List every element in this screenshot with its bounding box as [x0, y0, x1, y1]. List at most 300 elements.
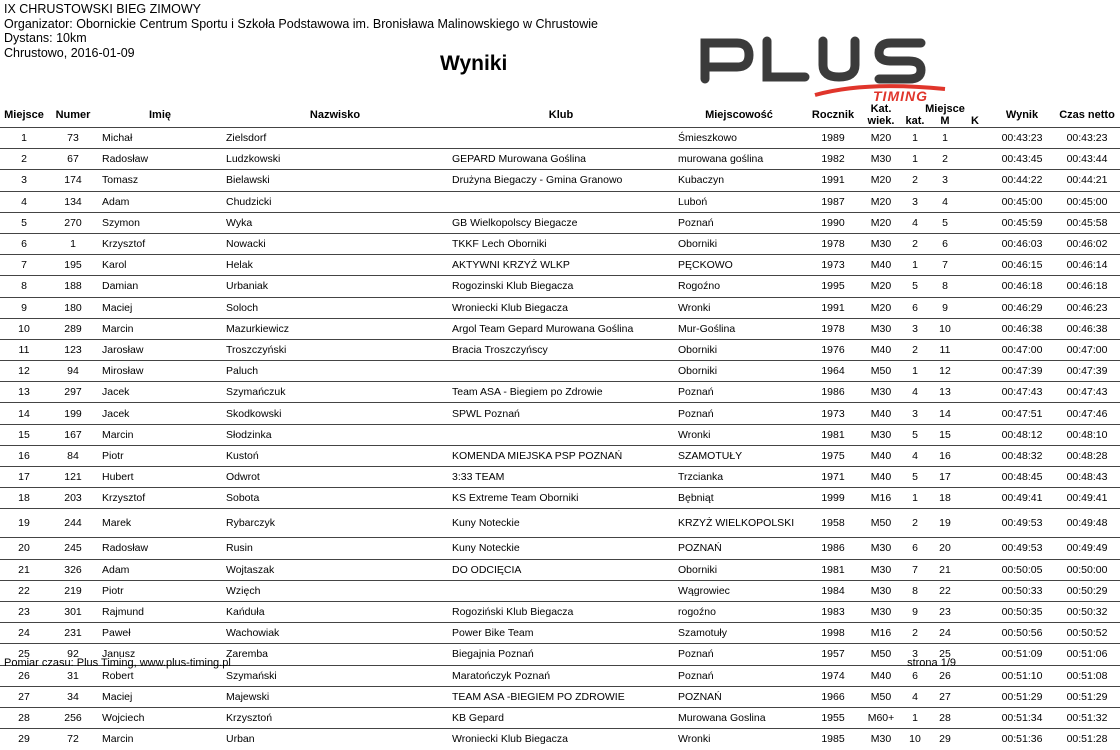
cell-first-name: Rajmund — [102, 606, 145, 619]
cell-first-name: Jarosław — [102, 343, 144, 356]
cell-bib: 245 — [64, 542, 82, 555]
cell-k-place — [960, 445, 990, 466]
cell-bib: 256 — [64, 711, 82, 724]
cell-place: 9 — [21, 301, 27, 314]
cell-club — [448, 361, 674, 382]
cell-place: 1 — [21, 132, 27, 145]
cell-result: 00:48:32 — [1001, 449, 1043, 462]
cell-result: 00:49:53 — [1001, 517, 1043, 530]
cell-last-name: Majewski — [226, 690, 270, 703]
table-row — [0, 233, 1120, 254]
cell-last-name: Zielsdorf — [226, 132, 267, 145]
cell-m-place: 14 — [939, 407, 951, 420]
cell-category: M20 — [870, 216, 892, 229]
cell-city: Poznań — [678, 216, 714, 229]
cell-place: 19 — [18, 517, 30, 530]
table-row — [0, 318, 1120, 339]
results-table — [0, 103, 1120, 750]
cell-club: Bracia Troszczyńscy — [452, 343, 548, 356]
cell-bib: 326 — [64, 563, 82, 576]
cell-first-name: Jacek — [102, 407, 130, 420]
cell-city: Trzcianka — [678, 471, 724, 484]
cell-cat-place: 1 — [912, 153, 918, 166]
cell-net-time: 00:48:43 — [1066, 471, 1108, 484]
event-name: IX CHRUSTOWSKI BIEG ZIMOWY — [4, 2, 202, 16]
cell-city: Oborniki — [678, 343, 718, 356]
cell-k-place — [960, 509, 990, 538]
col-m-kat: kat. — [905, 115, 925, 127]
cell-result: 00:49:53 — [1001, 542, 1043, 555]
cell-category: M20 — [870, 301, 892, 314]
cell-result: 00:45:59 — [1001, 216, 1043, 229]
cell-year: 1991 — [821, 174, 845, 187]
cell-category: M20 — [870, 195, 892, 208]
cell-net-time: 00:46:18 — [1066, 280, 1108, 293]
cell-net-time: 00:46:38 — [1066, 322, 1108, 335]
cell-cat-place: 9 — [912, 606, 918, 619]
cell-result: 00:47:00 — [1001, 343, 1043, 356]
cell-year: 1995 — [821, 280, 845, 293]
cell-result: 00:51:34 — [1001, 711, 1043, 724]
cell-year: 1978 — [821, 322, 845, 335]
cell-m-place: 7 — [942, 259, 948, 272]
cell-city: POZNAŃ — [678, 690, 722, 703]
cell-net-time: 00:46:02 — [1066, 238, 1108, 251]
table-row — [0, 361, 1120, 382]
cell-category: M40 — [870, 407, 892, 420]
cell-bib: 84 — [67, 449, 79, 462]
cell-year: 1984 — [821, 584, 845, 597]
col-miejscowosc: Miejscowość — [705, 109, 773, 121]
cell-category: M30 — [870, 733, 892, 746]
cell-first-name: Krzysztof — [102, 492, 146, 505]
cell-first-name: Wojciech — [102, 711, 145, 724]
cell-net-time: 00:49:41 — [1066, 492, 1108, 505]
cell-year: 1991 — [821, 301, 845, 314]
cell-m-place: 22 — [939, 584, 951, 597]
cell-city: Rogoźno — [678, 280, 721, 293]
col-imie: Imię — [148, 109, 171, 121]
cell-category: M40 — [870, 471, 892, 484]
cell-last-name: Wojtaszak — [226, 563, 275, 576]
cell-k-place — [960, 339, 990, 360]
cell-cat-place: 4 — [912, 690, 918, 703]
cell-last-name: Słodzinka — [226, 428, 272, 441]
cell-place: 26 — [18, 669, 30, 682]
col-m-k: K — [971, 115, 979, 127]
cell-k-place — [960, 686, 990, 707]
col-czas-netto: Czas netto — [1059, 109, 1115, 121]
table-row — [0, 686, 1120, 707]
cell-place: 17 — [18, 471, 30, 484]
cell-m-place: 9 — [942, 301, 948, 314]
cell-club: KB Gepard — [452, 711, 504, 724]
cell-net-time: 00:46:14 — [1066, 259, 1108, 272]
cell-year: 1957 — [821, 648, 845, 661]
cell-category: M30 — [870, 542, 892, 555]
cell-first-name: Radosław — [102, 153, 149, 166]
cell-m-place: 25 — [939, 648, 951, 661]
cell-m-place: 13 — [939, 386, 951, 399]
cell-place: 12 — [18, 365, 30, 378]
cell-club — [448, 191, 674, 212]
cell-place: 5 — [21, 216, 27, 229]
cell-k-place — [960, 276, 990, 297]
cell-last-name: Helak — [226, 259, 253, 272]
table-row — [0, 509, 1120, 538]
cell-bib: 188 — [64, 280, 82, 293]
cell-last-name: Skodkowski — [226, 407, 282, 420]
cell-k-place — [960, 233, 990, 254]
cell-result: 00:51:29 — [1001, 690, 1043, 703]
cell-place: 3 — [21, 174, 27, 187]
cell-last-name: Krzysztoń — [226, 711, 273, 724]
cell-last-name: Kustoń — [226, 449, 259, 462]
cell-category: M20 — [870, 132, 892, 145]
cell-city: PĘCKOWO — [678, 259, 733, 272]
cell-club: DO ODCIĘCIA — [452, 563, 522, 576]
cell-k-place — [960, 212, 990, 233]
cell-club: GB Wielkopolscy Biegacze — [452, 216, 578, 229]
cell-place: 2 — [21, 153, 27, 166]
cell-last-name: Szymański — [226, 669, 277, 682]
cell-club: GEPARD Murowana Goślina — [452, 153, 587, 166]
cell-club: Wroniecki Klub Biegacza — [452, 301, 568, 314]
cell-first-name: Michał — [102, 132, 133, 145]
cell-last-name: Troszczyński — [226, 343, 287, 356]
cell-first-name: Piotr — [102, 449, 124, 462]
cell-k-place — [960, 707, 990, 728]
cell-club: TEAM ASA -BIEGIEM PO ZDROWIE — [452, 690, 625, 703]
cell-club: Team ASA - Biegiem po Zdrowie — [452, 386, 603, 399]
table-row — [0, 538, 1120, 559]
cell-result: 00:51:36 — [1001, 733, 1043, 746]
cell-place: 27 — [18, 690, 30, 703]
cell-m-place: 8 — [942, 280, 948, 293]
cell-k-place — [960, 191, 990, 212]
cell-bib: 94 — [67, 365, 79, 378]
cell-net-time: 00:48:10 — [1066, 428, 1108, 441]
cell-year: 1981 — [821, 428, 845, 441]
cell-last-name: Chudzicki — [226, 195, 272, 208]
col-klub: Klub — [548, 109, 574, 121]
cell-last-name: Rybarczyk — [226, 517, 276, 530]
cell-city: Poznań — [678, 648, 714, 661]
cell-bib: 289 — [64, 322, 82, 335]
cell-bib: 244 — [64, 517, 82, 530]
cell-net-time: 00:50:29 — [1066, 584, 1108, 597]
col-kat-wiek: Kat. wiek. — [867, 103, 895, 127]
cell-category: M30 — [870, 563, 892, 576]
cell-net-time: 00:51:28 — [1066, 733, 1108, 746]
cell-net-time: 00:47:43 — [1066, 386, 1108, 399]
table-row — [0, 403, 1120, 424]
cell-year: 1971 — [821, 471, 845, 484]
cell-club — [448, 580, 674, 601]
table-row — [0, 149, 1120, 170]
cell-m-place: 12 — [939, 365, 951, 378]
cell-first-name: Mirosław — [102, 365, 144, 378]
cell-club: Argol Team Gepard Murowana Goślina — [452, 322, 634, 335]
cell-cat-place: 6 — [912, 542, 918, 555]
cell-place: 7 — [21, 259, 27, 272]
cell-city: Wronki — [678, 301, 711, 314]
cell-net-time: 00:43:44 — [1066, 153, 1108, 166]
cell-m-place: 17 — [939, 471, 951, 484]
cell-cat-place: 2 — [912, 343, 918, 356]
cell-k-place — [960, 424, 990, 445]
cell-last-name: Wyka — [226, 216, 253, 229]
cell-category: M40 — [870, 669, 892, 682]
cell-club: Power Bike Team — [452, 627, 534, 640]
cell-result: 00:43:45 — [1001, 153, 1043, 166]
cell-m-place: 2 — [942, 153, 948, 166]
cell-bib: 1 — [70, 238, 76, 251]
cell-m-place: 6 — [942, 238, 948, 251]
cell-place: 15 — [18, 428, 30, 441]
cell-category: M60+ — [867, 711, 895, 724]
cell-net-time: 00:43:23 — [1066, 132, 1108, 145]
cell-city: POZNAŃ — [678, 542, 722, 555]
cell-result: 00:46:38 — [1001, 322, 1043, 335]
cell-first-name: Robert — [102, 669, 134, 682]
cell-cat-place: 1 — [912, 365, 918, 378]
cell-net-time: 00:47:46 — [1066, 407, 1108, 420]
cell-net-time: 00:50:52 — [1066, 627, 1108, 640]
cell-category: M30 — [870, 386, 892, 399]
cell-k-place — [960, 623, 990, 644]
cell-bib: 67 — [67, 153, 79, 166]
cell-first-name: Janusz — [102, 648, 136, 661]
cell-city: Wągrowiec — [678, 584, 730, 597]
cell-bib: 199 — [64, 407, 82, 420]
cell-last-name: Wzięch — [226, 584, 261, 597]
cell-k-place — [960, 580, 990, 601]
col-wynik: Wynik — [1005, 109, 1039, 121]
cell-result: 00:47:51 — [1001, 407, 1043, 420]
cell-net-time: 00:51:06 — [1066, 648, 1108, 661]
cell-place: 6 — [21, 238, 27, 251]
cell-bib: 123 — [64, 343, 82, 356]
cell-category: M20 — [870, 174, 892, 187]
cell-cat-place: 4 — [912, 386, 918, 399]
cell-k-place — [960, 149, 990, 170]
cell-last-name: Kańduła — [226, 606, 265, 619]
cell-city: murowana goślina — [678, 153, 764, 166]
cell-net-time: 00:47:39 — [1066, 365, 1108, 378]
cell-cat-place: 5 — [912, 471, 918, 484]
cell-first-name: Marcin — [102, 322, 134, 335]
cell-m-place: 16 — [939, 449, 951, 462]
cell-result: 00:46:03 — [1001, 238, 1043, 251]
cell-year: 1987 — [821, 195, 845, 208]
cell-year: 1998 — [821, 627, 845, 640]
cell-club: SPWL Poznań — [452, 407, 520, 420]
cell-city: rogoźno — [678, 606, 716, 619]
cell-bib: 203 — [64, 492, 82, 505]
cell-category: M30 — [870, 584, 892, 597]
cell-city: Poznań — [678, 407, 714, 420]
cell-last-name: Nowacki — [226, 238, 266, 251]
cell-city: Poznań — [678, 386, 714, 399]
cell-result: 00:45:00 — [1001, 195, 1043, 208]
cell-club: Biegajnia Poznań — [452, 648, 534, 661]
table-row — [0, 424, 1120, 445]
cell-bib: 134 — [64, 195, 82, 208]
cell-bib: 270 — [64, 216, 82, 229]
cell-first-name: Tomasz — [102, 174, 139, 187]
cell-first-name: Jacek — [102, 386, 130, 399]
col-miejsce-group: Miejsce — [925, 103, 965, 115]
cell-cat-place: 1 — [912, 259, 918, 272]
cell-category: M40 — [870, 343, 892, 356]
cell-city: Wronki — [678, 733, 711, 746]
cell-last-name: Szymańczuk — [226, 386, 286, 399]
table-row — [0, 559, 1120, 580]
cell-result: 00:47:39 — [1001, 365, 1043, 378]
cell-year: 1976 — [821, 343, 845, 356]
cell-club: Drużyna Biegaczy - Gmina Granowo — [452, 174, 623, 187]
cell-bib: 195 — [64, 259, 82, 272]
cell-cat-place: 1 — [912, 711, 918, 724]
cell-cat-place: 6 — [912, 669, 918, 682]
table-row — [0, 445, 1120, 466]
cell-place: 18 — [18, 492, 30, 505]
cell-k-place — [960, 644, 990, 665]
cell-result: 00:46:15 — [1001, 259, 1043, 272]
cell-net-time: 00:46:23 — [1066, 301, 1108, 314]
cell-result: 00:46:29 — [1001, 301, 1043, 314]
table-row — [0, 707, 1120, 728]
cell-first-name: Krzysztof — [102, 238, 146, 251]
cell-cat-place: 3 — [912, 322, 918, 335]
cell-place: 22 — [18, 584, 30, 597]
cell-year: 1986 — [821, 542, 845, 555]
cell-city: Poznań — [678, 669, 714, 682]
cell-category: M40 — [870, 259, 892, 272]
cell-club: Maratończyk Poznań — [452, 669, 551, 682]
cell-bib: 92 — [67, 648, 79, 661]
cell-category: M16 — [870, 627, 892, 640]
cell-category: M50 — [870, 648, 892, 661]
cell-result: 00:51:09 — [1001, 648, 1043, 661]
cell-category: M30 — [870, 606, 892, 619]
cell-m-place: 19 — [939, 517, 951, 530]
cell-city: Mur-Goślina — [678, 322, 736, 335]
table-row — [0, 212, 1120, 233]
cell-city: Oborniki — [678, 365, 718, 378]
cell-category: M30 — [870, 322, 892, 335]
cell-m-place: 5 — [942, 216, 948, 229]
cell-net-time: 00:45:00 — [1066, 195, 1108, 208]
cell-bib: 34 — [67, 690, 79, 703]
cell-bib: 219 — [64, 584, 82, 597]
cell-city: Wronki — [678, 428, 711, 441]
cell-category: M50 — [870, 365, 892, 378]
cell-first-name: Marcin — [102, 733, 134, 746]
cell-place: 29 — [18, 733, 30, 746]
cell-result: 00:50:33 — [1001, 584, 1043, 597]
cell-club: TKKF Lech Oborniki — [452, 238, 547, 251]
cell-category: M20 — [870, 280, 892, 293]
cell-m-place: 15 — [939, 428, 951, 441]
cell-last-name: Paluch — [226, 365, 259, 378]
cell-bib: 31 — [67, 669, 79, 682]
page-number: strona 1/9 — [907, 657, 956, 669]
cell-year: 1958 — [821, 517, 845, 530]
cell-place: 13 — [18, 386, 30, 399]
cell-cat-place: 10 — [909, 733, 921, 746]
cell-category: M30 — [870, 428, 892, 441]
cell-club: Wroniecki Klub Biegacza — [452, 733, 568, 746]
cell-city: Śmieszkowo — [678, 132, 737, 145]
cell-last-name: Ludzkowski — [226, 153, 281, 166]
footer-timing: Pomiar czasu: Plus Timing, www.plus-timing.pl — [4, 657, 231, 669]
cell-result: 00:50:05 — [1001, 563, 1043, 576]
cell-cat-place: 6 — [912, 301, 918, 314]
cell-last-name: Urbaniak — [226, 280, 269, 293]
cell-k-place — [960, 665, 990, 686]
cell-club: Rogozinski Klub Biegacza — [452, 280, 574, 293]
cell-club: KOMENDA MIEJSKA PSP POZNAŃ — [452, 449, 623, 462]
cell-k-place — [960, 559, 990, 580]
event-organizer: Organizator: Obornickie Centrum Sportu i Szkoła Podstawowa im. Bronisława Malinowskiego w Chrustowie — [4, 16, 598, 31]
table-row — [0, 623, 1120, 644]
cell-city: KRZYŻ WIELKOPOLSKI — [678, 517, 795, 530]
cell-place: 21 — [18, 563, 30, 576]
cell-club: KS Extreme Team Oborniki — [452, 492, 579, 505]
cell-cat-place: 4 — [912, 449, 918, 462]
cell-last-name: Mazurkiewicz — [226, 322, 290, 335]
cell-city: Luboń — [678, 195, 708, 208]
cell-city: Murowana Goslina — [678, 711, 766, 724]
page-title: Wyniki — [440, 52, 508, 75]
cell-result: 00:47:43 — [1001, 386, 1043, 399]
cell-last-name: Wachowiak — [226, 627, 280, 640]
cell-category: M40 — [870, 449, 892, 462]
cell-year: 1974 — [821, 669, 845, 682]
cell-k-place — [960, 170, 990, 191]
cell-m-place: 26 — [939, 669, 951, 682]
cell-category: M50 — [870, 690, 892, 703]
cell-year: 1986 — [821, 386, 845, 399]
cell-result: 00:50:35 — [1001, 606, 1043, 619]
cell-result: 00:51:10 — [1001, 669, 1043, 682]
event-place-date: Chrustowo, 2016-01-09 — [4, 45, 135, 60]
event-distance: Dystans: 10km — [4, 31, 87, 46]
cell-result: 00:46:18 — [1001, 280, 1043, 293]
cell-first-name: Marek — [102, 517, 132, 530]
cell-last-name: Rusin — [226, 542, 253, 555]
cell-year: 1975 — [821, 449, 845, 462]
cell-city: Bębniąt — [678, 492, 714, 505]
cell-bib: 180 — [64, 301, 82, 314]
cell-bib: 72 — [67, 733, 79, 746]
cell-net-time: 00:50:00 — [1066, 563, 1108, 576]
cell-m-place: 28 — [939, 711, 951, 724]
cell-first-name: Hubert — [102, 471, 134, 484]
cell-k-place — [960, 318, 990, 339]
cell-net-time: 00:45:58 — [1066, 216, 1108, 229]
cell-club — [448, 128, 674, 149]
cell-k-place — [960, 488, 990, 509]
table-row — [0, 255, 1120, 276]
cell-result: 00:49:41 — [1001, 492, 1043, 505]
cell-k-place — [960, 128, 990, 149]
cell-year: 1989 — [821, 132, 845, 145]
table-row — [0, 297, 1120, 318]
cell-net-time: 00:49:49 — [1066, 542, 1108, 555]
